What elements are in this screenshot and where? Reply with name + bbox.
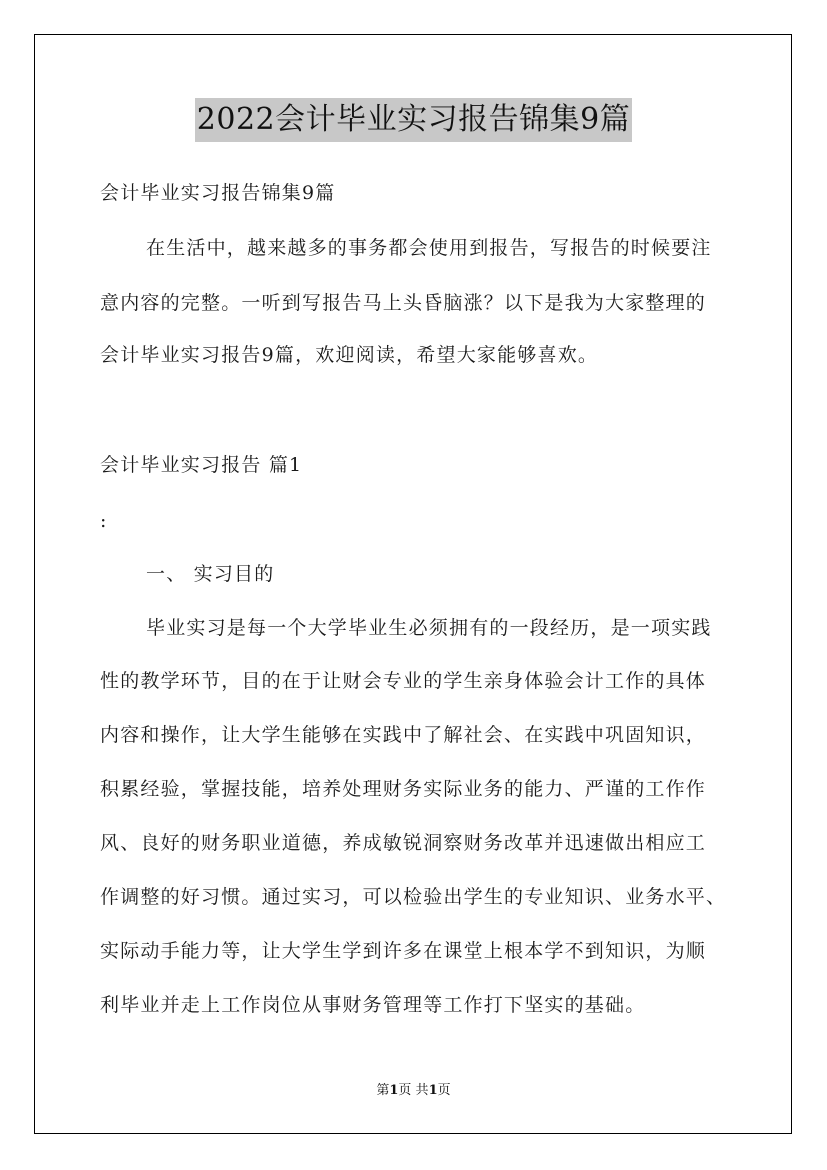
body-line: 风、良好的财务职业道德，养成敏锐洞察财务改革并迅速做出相应工 [100,832,707,854]
document-subtitle: 会计毕业实习报告锦集9篇 [100,182,336,204]
body-line: 利毕业并走上工作岗位从事财务管理等工作打下坚实的基础。 [100,994,646,1016]
document-title: 2022会计毕业实习报告锦集9篇 [195,98,632,142]
title-container [0,98,827,142]
intro-line: 在生活中，越来越多的事务都会使用到报告，写报告的时候要注 [146,237,712,259]
intro-line: 会计毕业实习报告9篇，欢迎阅读，希望大家能够喜欢。 [100,344,599,366]
intro-line: 意内容的完整。一听到写报告马上头昏脑涨？以下是我为大家整理的 [100,292,707,314]
section-subheading: 一、 实习目的 [146,563,275,585]
footer-page-total: 1 [428,1083,438,1098]
body-line: 作调整的好习惯。通过实习，可以检验出学生的专业知识、业务水平、 [100,886,727,908]
page-footer [0,1082,827,1100]
body-line: 性的教学环节，目的在于让财会专业的学生亲身体验会计工作的具体 [100,670,707,692]
body-line: 内容和操作，让大学生能够在实践中了解社会、在实践中巩固知识， [100,724,707,746]
body-line: 实际动手能力等，让大学生学到许多在课堂上根本学不到知识，为顺 [100,940,707,962]
footer-mid: 页 共 [398,1083,429,1098]
section-heading: 会计毕业实习报告 篇1 [100,454,303,476]
colon-mark: : [100,510,107,532]
body-line: 积累经验，掌握技能，培养处理财务实际业务的能力、严谨的工作作 [100,778,707,800]
footer-prefix: 第 [376,1083,390,1098]
footer-page-current: 1 [389,1083,399,1098]
footer-suffix: 页 [437,1083,451,1098]
body-line: 毕业实习是每一个大学毕业生必须拥有的一段经历，是一项实践 [146,617,712,639]
